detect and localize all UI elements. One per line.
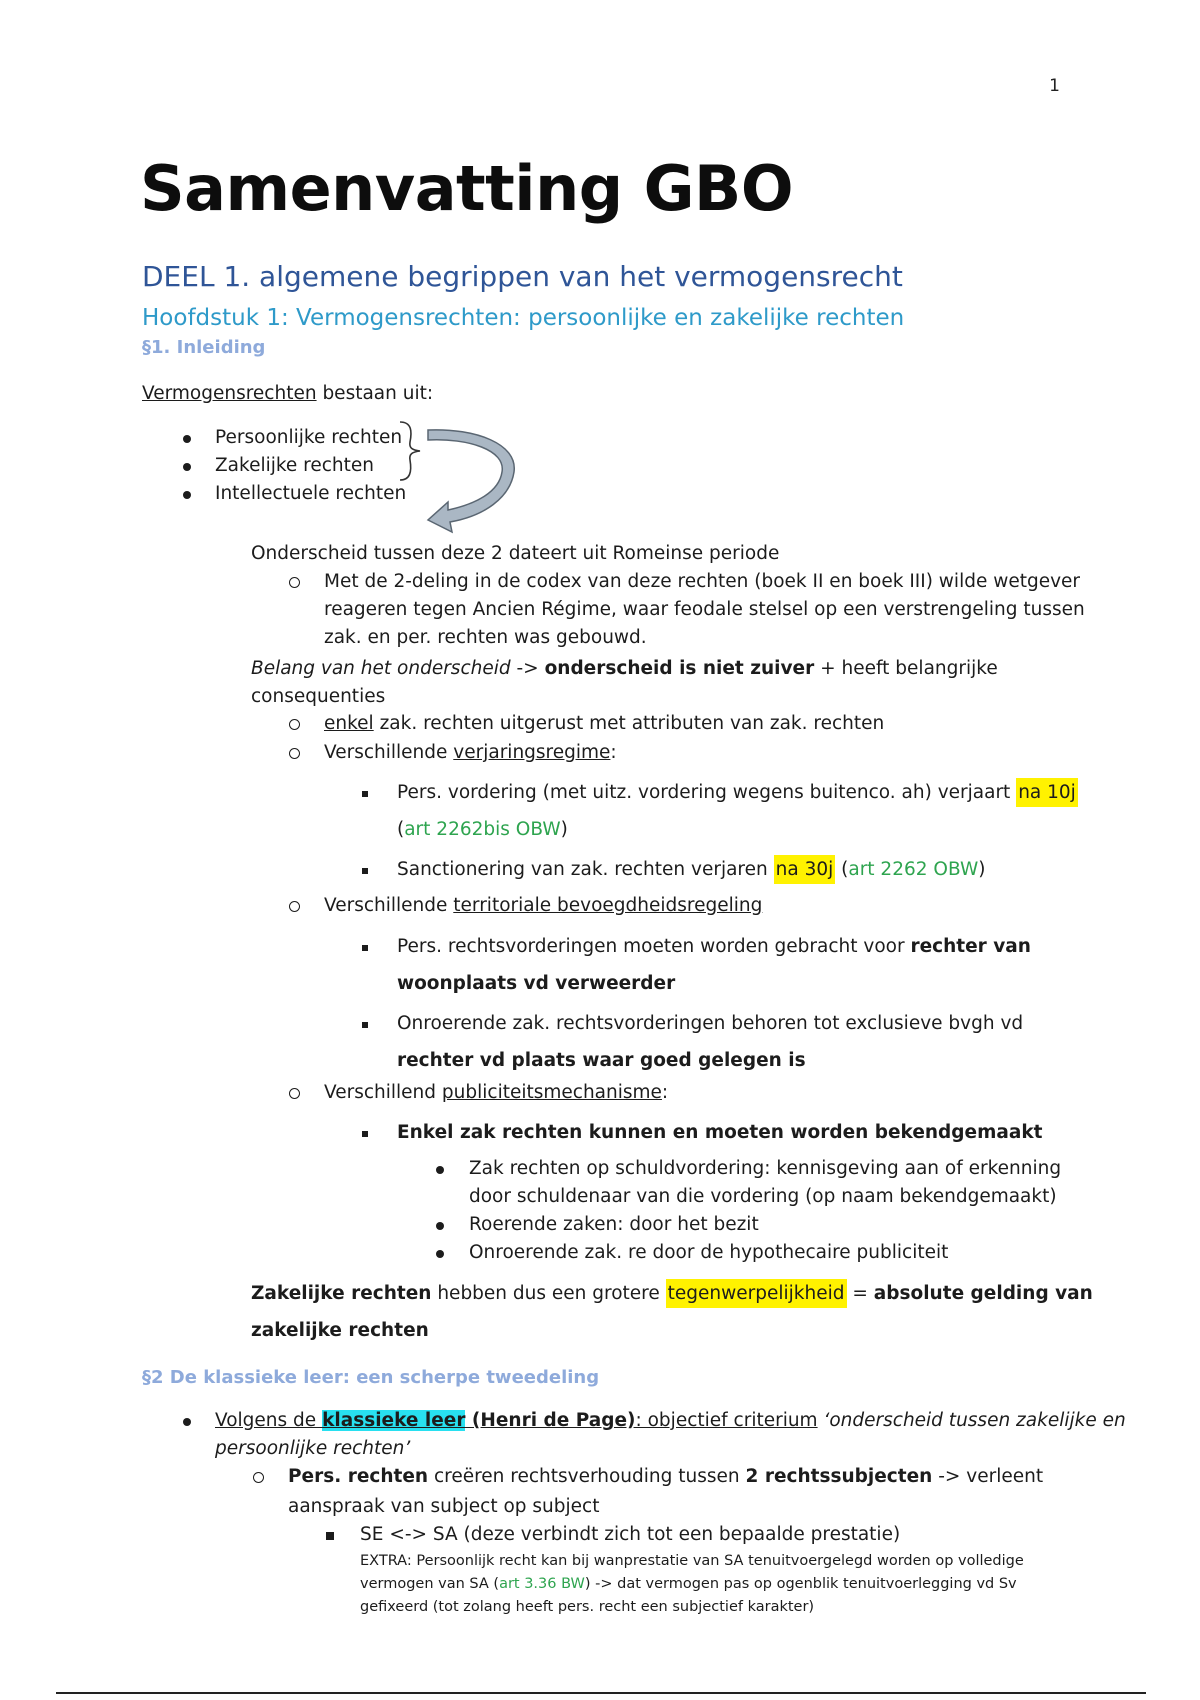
bullet-dot [183,491,191,499]
section1-heading: §1. Inleiding [142,337,266,358]
extra-line: EXTRA: Persoonlijk recht kan bij wanprestatie van SA tenuitvoergelegd worden op volledige [360,1553,1024,1569]
pers-bold2: 2 rechtssubjecten [745,1466,933,1487]
list-item-type: Intellectuele rechten [215,483,407,504]
bullet-square [362,868,368,874]
sanction-line [397,859,986,880]
pers-bold: Pers. rechten [288,1466,429,1487]
intro-rest: bestaan uit: [316,383,434,404]
lead-underlined: Volgens de [215,1410,323,1431]
highlight-10j: na 10j [1016,778,1078,807]
pers-claim-article-line [397,819,568,840]
extra-post: ) -> dat vermogen pas op ogenblik tenuitvoerlegging vd Sv [584,1576,1017,1592]
paren-close: ) [978,859,986,880]
bullet-square [326,1532,334,1540]
pers-text3: aanspraak van subject op subject [288,1496,600,1517]
codex-line: zak. en per. rechten was gebouwd. [324,627,647,648]
territorial-2-bold: rechter vd plaats waar goed gelegen is [397,1050,806,1071]
article-ref: art 3.36 BW [499,1576,585,1592]
conclusion-bold: Zakelijke rechten [251,1283,432,1304]
territorial-pre: Verschillende [324,895,454,916]
bullet-square [362,1131,368,1137]
importance-arrow: -> [510,658,545,679]
publicity-item: door schuldenaar van die vordering (op naam bekendgemaakt) [469,1186,1057,1207]
extra-pre: vermogen van SA ( [360,1576,500,1592]
territorial-line [324,895,762,916]
territorial-1-line [397,936,1031,957]
brace-arrow-icon [398,420,518,540]
importance-cont: consequenties [251,686,386,707]
paren-open: ( [835,859,849,880]
publicity-line [324,1082,668,1103]
conclusion-bold3: zakelijke rechten [251,1320,429,1341]
article-ref: art 2262bis OBW [404,819,561,840]
intro-line [142,383,433,404]
bullet-circle [289,748,300,759]
lead-italic2: persoonlijke rechten’ [215,1438,411,1459]
prescription-underlined: verjaringsregime [453,742,611,763]
importance-rest: + heeft belangrijke [814,658,998,679]
codex-line: Met de 2-deling in de codex van deze rechten (boek II en boek III) wilde wetgever [324,571,1081,592]
section2-heading: §2 De klassieke leer: een scherpe tweedeling [142,1367,600,1388]
list-item-type: Zakelijke rechten [215,455,375,476]
part-heading: DEEL 1. algemene begrippen van het vermogensrecht [142,260,903,293]
lead-bold: (Henri de Page) [465,1410,636,1431]
prescription-post: : [610,742,617,763]
pers-claim-text: Pers. vordering (met uitz. vordering wegens buitenco. ah) verjaart [397,782,1017,803]
bullet-circle [289,719,300,730]
lead-criterion: : objectief criterium [635,1410,818,1431]
pers-claim-line [397,782,1078,803]
distinction-text: Onderscheid tussen deze 2 dateert uit Romeinse periode [251,543,780,564]
bullet-dot [436,1250,444,1258]
territorial-1-bold: rechter van [910,936,1031,957]
highlight-30j: na 30j [774,855,836,884]
only-underlined: enkel [324,713,374,734]
chapter-heading: Hoofdstuk 1: Vermogensrechten: persoonlijke en zakelijke rechten [142,305,905,331]
publicity-item: Onroerende zak. re door de hypothecaire publiciteit [469,1242,949,1263]
only-rest: zak. rechten uitgerust met attributen van zak. rechten [373,713,885,734]
bullet-dot [183,435,191,443]
territorial-1-bold2: woonplaats vd verweerder [397,973,676,994]
pers-rights-line [288,1466,1043,1487]
conclusion-line [251,1283,1093,1304]
bullet-circle [253,1472,264,1483]
publicity-post: : [661,1082,669,1103]
article-ref: art 2262 OBW [848,859,979,880]
footer-rule [56,1692,1146,1694]
codex-line: reageren tegen Ancien Régime, waar feodale stelsel op een verstrengeling tussen [324,599,1085,620]
only-line [324,713,884,734]
territorial-2-text: Onroerende zak. rechtsvorderingen behoren tot exclusieve bvgh vd [397,1013,1024,1034]
classic-doctrine-line [215,1410,1126,1431]
document-title: Samenvatting GBO [140,152,794,225]
se-sa-line: SE <-> SA (deze verbindt zich tot een bepaalde prestatie) [360,1524,901,1545]
pers-text2: -> verleent [932,1466,1044,1487]
bullet-dot [436,1166,444,1174]
bullet-dot [436,1222,444,1230]
bullet-circle [289,901,300,912]
territorial-underlined: territoriale bevoegdheidsregeling [453,895,763,916]
prescription-pre: Verschillende [324,742,454,763]
publicity-underlined: publiciteitsmechanisme [441,1082,662,1103]
bullet-dot [183,1418,191,1426]
conclusion-text: hebben dus een grotere [431,1283,666,1304]
bullet-square [362,791,368,797]
bullet-square [362,945,368,951]
page-number: 1 [1049,76,1060,96]
prescription-line [324,742,617,763]
paren-close: ) [560,819,568,840]
highlight-tegenwerpelijkheid: tegenwerpelijkheid [666,1279,847,1308]
importance-italic: Belang van het onderscheid [251,658,511,679]
publicity-bold: Enkel zak rechten kunnen en moeten worden bekendgemaakt [397,1122,1043,1143]
bullet-circle [289,1088,300,1099]
extra-line [360,1576,1017,1592]
importance-bold: onderscheid is niet zuiver [544,658,815,679]
publicity-item: Zak rechten op schuldvordering: kennisgeving aan of erkenning [469,1158,1062,1179]
bullet-circle [289,577,300,588]
publicity-item: Roerende zaken: door het bezit [469,1214,759,1235]
conclusion-bold2: absolute gelding van [873,1283,1093,1304]
pers-text: creëren rechtsverhouding tussen [428,1466,746,1487]
list-item-type: Persoonlijke rechten [215,427,403,448]
paren-open: ( [397,819,405,840]
intro-term: Vermogensrechten [142,383,317,404]
bullet-dot [183,463,191,471]
importance-line [251,658,998,679]
publicity-pre: Verschillend [324,1082,442,1103]
lead-italic: ‘onderscheid tussen zakelijke en [817,1410,1126,1431]
extra-line: gefixeerd (tot zolang heeft pers. recht een subjectief karakter) [360,1599,815,1615]
highlight-klassieke-leer: klassieke leer [322,1410,466,1431]
conclusion-eq: = [846,1283,874,1304]
territorial-1-text: Pers. rechtsvorderingen moeten worden gebracht voor [397,936,911,957]
bullet-square [362,1022,368,1028]
sanction-text: Sanctionering van zak. rechten verjaren [397,859,774,880]
